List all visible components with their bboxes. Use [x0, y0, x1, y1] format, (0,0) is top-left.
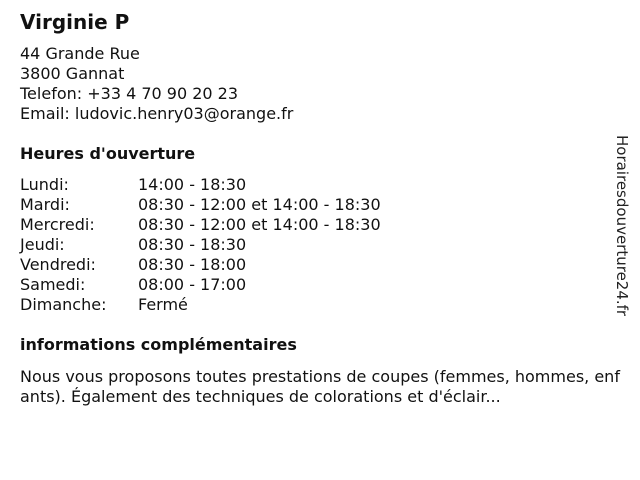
hours-row — [20, 275, 610, 295]
email-address: Email: ludovic.henry03@orange.fr — [20, 104, 294, 123]
hours-row — [20, 175, 610, 195]
hours-row — [20, 215, 610, 235]
opening-hours-title: Heures d'ouverture — [20, 144, 196, 163]
hours-day: Dimanche: — [20, 295, 107, 314]
hours-time: 08:00 - 17:00 — [138, 275, 247, 294]
hours-row — [20, 195, 610, 215]
hours-time: 14:00 - 18:30 — [138, 175, 247, 194]
address-street: 44 Grande Rue — [20, 44, 140, 63]
address-city: 3800 Gannat — [20, 64, 125, 83]
watermark: Horairesdouverture24.fr — [613, 135, 631, 317]
hours-day: Vendredi: — [20, 255, 96, 274]
phone-number: Telefon: +33 4 70 90 20 23 — [20, 84, 239, 103]
opening-hours-table — [20, 175, 610, 315]
hours-day: Lundi: — [20, 175, 69, 194]
hours-time: Fermé — [138, 295, 188, 314]
hours-day: Mercredi: — [20, 215, 95, 234]
hours-day: Jeudi: — [20, 235, 65, 254]
hours-row — [20, 255, 610, 275]
business-name: Virginie P — [20, 10, 130, 34]
hours-day: Samedi: — [20, 275, 86, 294]
additional-info-title: informations complémentaires — [20, 335, 297, 354]
hours-time: 08:30 - 12:00 et 14:00 - 18:30 — [138, 215, 381, 234]
hours-row — [20, 235, 610, 255]
hours-time: 08:30 - 12:00 et 14:00 - 18:30 — [138, 195, 381, 214]
hours-time: 08:30 - 18:30 — [138, 235, 247, 254]
additional-info-text: Nous vous proposons toutes prestations de coupes (femmes, hommes, enfants). Également des techniques de colorations et d'éclair... — [20, 367, 620, 406]
hours-row — [20, 295, 610, 315]
contact-block — [20, 44, 610, 124]
hours-time: 08:30 - 18:00 — [138, 255, 247, 274]
hours-day: Mardi: — [20, 195, 70, 214]
business-card — [20, 8, 620, 407]
